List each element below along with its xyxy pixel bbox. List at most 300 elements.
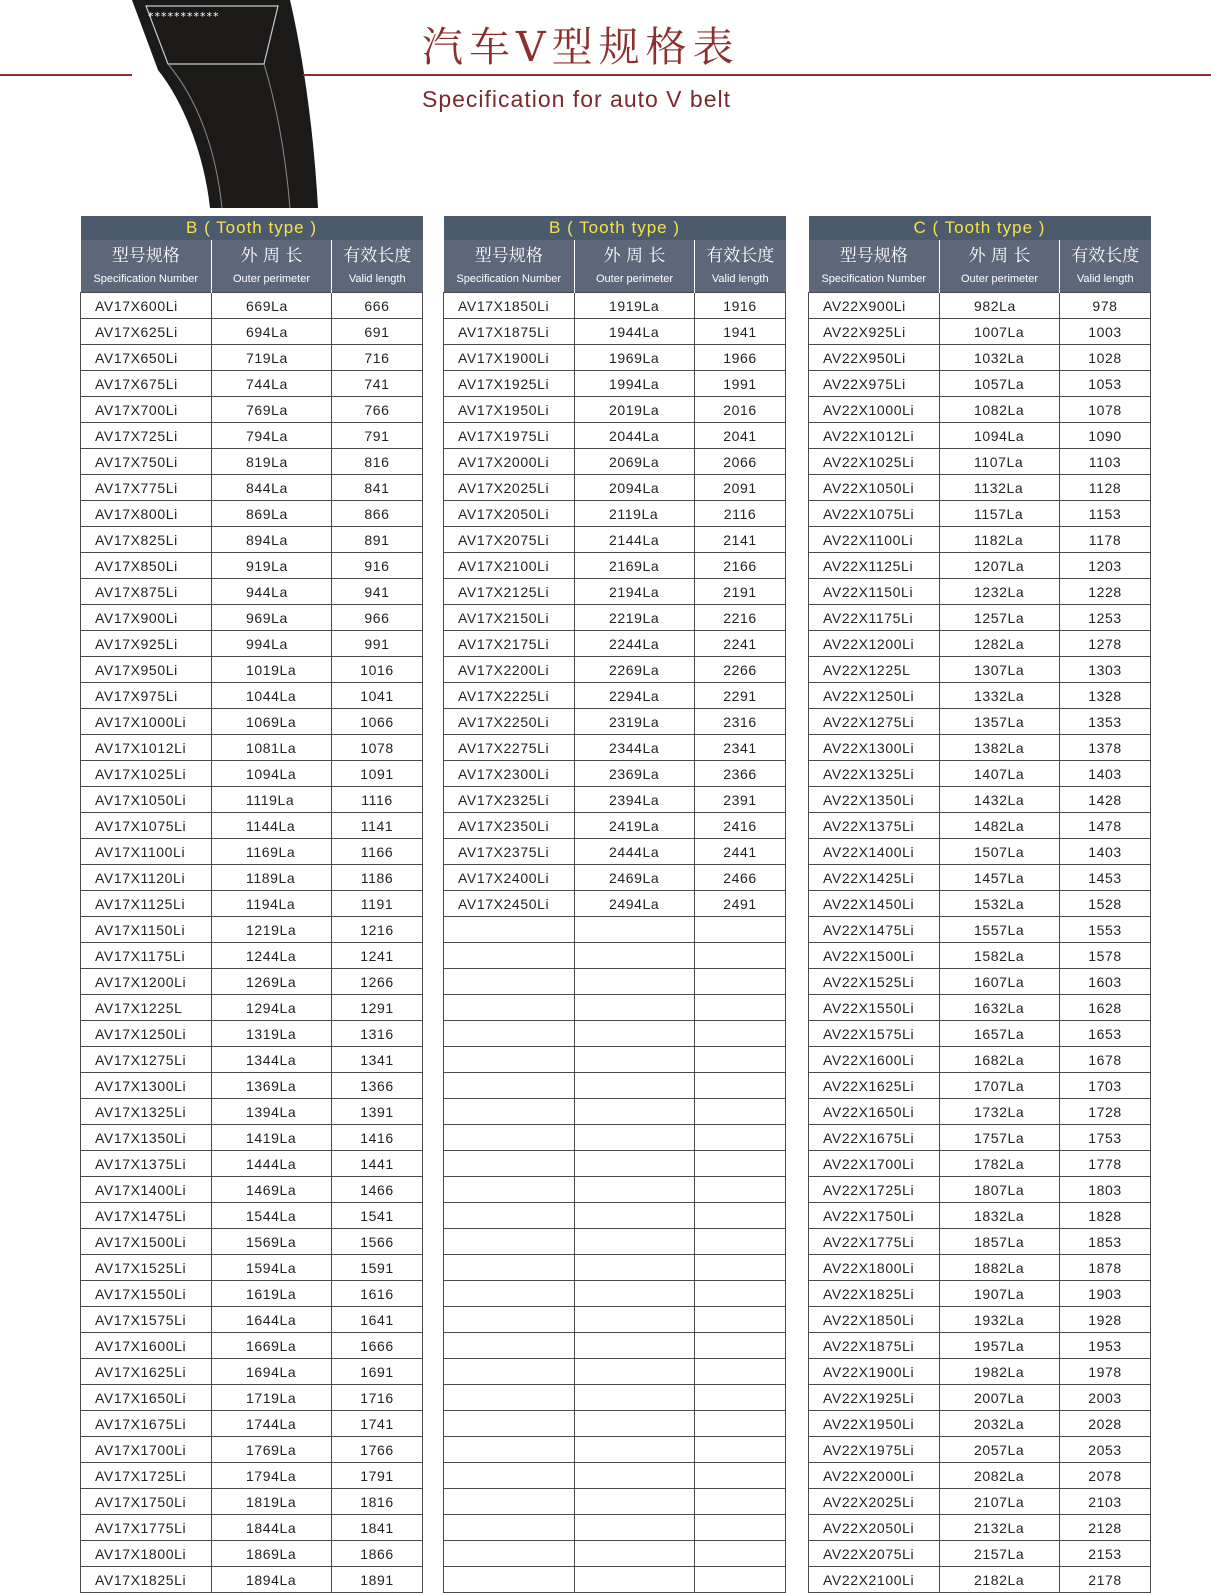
- table-row: [81, 1047, 423, 1073]
- spec-number-cell: AV17X1250Li: [81, 1021, 212, 1047]
- valid-length-cell: [695, 1333, 786, 1359]
- table-row: [809, 1411, 1151, 1437]
- valid-length-cell: 1728: [1060, 1099, 1151, 1125]
- spec-number-cell: [444, 1307, 575, 1333]
- valid-length-cell: 2166: [695, 553, 786, 579]
- valid-length-cell: 1403: [1060, 761, 1151, 787]
- valid-length-cell: [695, 969, 786, 995]
- table-row: [444, 865, 786, 891]
- spec-number-cell: AV22X1700Li: [809, 1151, 940, 1177]
- valid-length-cell: 1091: [332, 761, 423, 787]
- spec-number-cell: [444, 1567, 575, 1593]
- spec-number-cell: AV17X1775Li: [81, 1515, 212, 1541]
- table-row: [809, 917, 1151, 943]
- outer-perimeter-cell: 2119La: [575, 501, 695, 527]
- col-header-valid-cn: 有效长度: [1060, 240, 1151, 266]
- spec-number-cell: [444, 995, 575, 1021]
- outer-perimeter-cell: 2069La: [575, 449, 695, 475]
- valid-length-cell: 1903: [1060, 1281, 1151, 1307]
- valid-length-cell: 2041: [695, 423, 786, 449]
- valid-length-cell: 2016: [695, 397, 786, 423]
- valid-length-cell: 1090: [1060, 423, 1151, 449]
- outer-perimeter-cell: 1857La: [940, 1229, 1060, 1255]
- table-row: [444, 1411, 786, 1437]
- spec-number-cell: [444, 1385, 575, 1411]
- spec-number-cell: AV22X1075Li: [809, 501, 940, 527]
- spec-number-cell: AV17X1725Li: [81, 1463, 212, 1489]
- outer-perimeter-cell: 769La: [212, 397, 332, 423]
- table-row: [81, 735, 423, 761]
- valid-length-cell: 816: [332, 449, 423, 475]
- valid-length-cell: 866: [332, 501, 423, 527]
- table-row: [81, 1463, 423, 1489]
- outer-perimeter-cell: [575, 1411, 695, 1437]
- valid-length-cell: 1803: [1060, 1177, 1151, 1203]
- outer-perimeter-cell: [575, 1281, 695, 1307]
- valid-length-cell: 1653: [1060, 1021, 1151, 1047]
- table-row: [81, 371, 423, 397]
- spec-number-cell: AV22X975Li: [809, 371, 940, 397]
- table-row: [81, 1229, 423, 1255]
- spec-number-cell: AV17X1050Li: [81, 787, 212, 813]
- spec-number-cell: AV17X1900Li: [444, 345, 575, 371]
- table-row: [81, 1359, 423, 1385]
- table-row: [809, 1307, 1151, 1333]
- valid-length-cell: 1391: [332, 1099, 423, 1125]
- outer-perimeter-cell: [575, 995, 695, 1021]
- valid-length-cell: 1366: [332, 1073, 423, 1099]
- v-belt-illustration: [128, 0, 323, 210]
- table-row: [81, 553, 423, 579]
- table-row: [444, 397, 786, 423]
- outer-perimeter-cell: 1307La: [940, 657, 1060, 683]
- outer-perimeter-cell: [575, 1125, 695, 1151]
- valid-length-cell: 2053: [1060, 1437, 1151, 1463]
- spec-number-cell: [444, 1541, 575, 1567]
- valid-length-cell: 1603: [1060, 969, 1151, 995]
- outer-perimeter-cell: 719La: [212, 345, 332, 371]
- spec-number-cell: AV22X2100Li: [809, 1567, 940, 1593]
- table-row: [444, 527, 786, 553]
- spec-number-cell: AV22X1000Li: [809, 397, 940, 423]
- spec-number-cell: AV22X1425Li: [809, 865, 940, 891]
- col-header-valid-en: Valid length: [695, 266, 786, 293]
- outer-perimeter-cell: 1969La: [575, 345, 695, 371]
- valid-length-cell: 1991: [695, 371, 786, 397]
- outer-perimeter-cell: 1044La: [212, 683, 332, 709]
- table-row: [809, 839, 1151, 865]
- valid-length-cell: [695, 1359, 786, 1385]
- valid-length-cell: 691: [332, 319, 423, 345]
- outer-perimeter-cell: 1894La: [212, 1567, 332, 1593]
- valid-length-cell: 1641: [332, 1307, 423, 1333]
- spec-number-cell: AV17X1325Li: [81, 1099, 212, 1125]
- valid-length-cell: 1291: [332, 995, 423, 1021]
- outer-perimeter-cell: 1907La: [940, 1281, 1060, 1307]
- table-row: [444, 1489, 786, 1515]
- valid-length-cell: 1766: [332, 1437, 423, 1463]
- table-row: [444, 1385, 786, 1411]
- valid-length-cell: 666: [332, 293, 423, 319]
- spec-number-cell: AV22X1650Li: [809, 1099, 940, 1125]
- table-row: [81, 1099, 423, 1125]
- outer-perimeter-cell: [575, 1515, 695, 1541]
- spec-number-cell: AV17X1350Li: [81, 1125, 212, 1151]
- table-row: [444, 1099, 786, 1125]
- valid-length-cell: 1103: [1060, 449, 1151, 475]
- table-row: [444, 839, 786, 865]
- outer-perimeter-cell: 1632La: [940, 995, 1060, 1021]
- table-row: [81, 1385, 423, 1411]
- table-row: [81, 1567, 423, 1593]
- outer-perimeter-cell: 969La: [212, 605, 332, 631]
- valid-length-cell: 1628: [1060, 995, 1151, 1021]
- table-row: [809, 631, 1151, 657]
- table-row: [444, 1021, 786, 1047]
- spec-number-cell: AV17X1375Li: [81, 1151, 212, 1177]
- table-row: [809, 813, 1151, 839]
- spec-number-cell: AV22X1125Li: [809, 553, 940, 579]
- valid-length-cell: 1853: [1060, 1229, 1151, 1255]
- table-row: [809, 709, 1151, 735]
- spec-number-cell: AV17X2125Li: [444, 579, 575, 605]
- valid-length-cell: 1341: [332, 1047, 423, 1073]
- outer-perimeter-cell: 1432La: [940, 787, 1060, 813]
- table-row: [444, 371, 786, 397]
- outer-perimeter-cell: 1832La: [940, 1203, 1060, 1229]
- table-row: [809, 605, 1151, 631]
- outer-perimeter-cell: [575, 969, 695, 995]
- spec-number-cell: [444, 1437, 575, 1463]
- spec-number-cell: AV17X1675Li: [81, 1411, 212, 1437]
- spec-number-cell: AV17X1800Li: [81, 1541, 212, 1567]
- outer-perimeter-cell: 2344La: [575, 735, 695, 761]
- table-row: [444, 501, 786, 527]
- outer-perimeter-cell: 1807La: [940, 1177, 1060, 1203]
- table-row: [809, 449, 1151, 475]
- col-header-spec-cn: 型号规格: [81, 240, 212, 266]
- table-row: [444, 1567, 786, 1593]
- spec-number-cell: AV22X1525Li: [809, 969, 940, 995]
- valid-length-cell: 2028: [1060, 1411, 1151, 1437]
- valid-length-cell: 2391: [695, 787, 786, 813]
- valid-length-cell: 1253: [1060, 605, 1151, 631]
- outer-perimeter-cell: 2394La: [575, 787, 695, 813]
- outer-perimeter-cell: 1119La: [212, 787, 332, 813]
- table-row: [444, 1463, 786, 1489]
- table-row: [81, 1307, 423, 1333]
- valid-length-cell: 2078: [1060, 1463, 1151, 1489]
- spec-number-cell: AV17X1225L: [81, 995, 212, 1021]
- spec-number-cell: AV17X1950Li: [444, 397, 575, 423]
- spec-number-cell: AV17X650Li: [81, 345, 212, 371]
- outer-perimeter-cell: 1594La: [212, 1255, 332, 1281]
- valid-length-cell: 1941: [695, 319, 786, 345]
- spec-number-cell: [444, 1463, 575, 1489]
- outer-perimeter-cell: 2369La: [575, 761, 695, 787]
- outer-perimeter-cell: 1644La: [212, 1307, 332, 1333]
- outer-perimeter-cell: 2044La: [575, 423, 695, 449]
- outer-perimeter-cell: 2019La: [575, 397, 695, 423]
- table-row: [809, 371, 1151, 397]
- spec-number-cell: AV17X2100Li: [444, 553, 575, 579]
- outer-perimeter-cell: 1732La: [940, 1099, 1060, 1125]
- valid-length-cell: 1428: [1060, 787, 1151, 813]
- spec-number-cell: AV17X1500Li: [81, 1229, 212, 1255]
- valid-length-cell: 978: [1060, 293, 1151, 319]
- outer-perimeter-cell: 1557La: [940, 917, 1060, 943]
- spec-number-cell: AV17X1120Li: [81, 865, 212, 891]
- outer-perimeter-cell: 1919La: [575, 293, 695, 319]
- valid-length-cell: 1716: [332, 1385, 423, 1411]
- table-row: [444, 1151, 786, 1177]
- outer-perimeter-cell: 1757La: [940, 1125, 1060, 1151]
- valid-length-cell: 1278: [1060, 631, 1151, 657]
- spec-number-cell: AV22X1675Li: [809, 1125, 940, 1151]
- spec-number-cell: AV17X2050Li: [444, 501, 575, 527]
- outer-perimeter-cell: [575, 1463, 695, 1489]
- valid-length-cell: 1741: [332, 1411, 423, 1437]
- valid-length-cell: 1916: [695, 293, 786, 319]
- table-row: [444, 1333, 786, 1359]
- outer-perimeter-cell: 1507La: [940, 839, 1060, 865]
- outer-perimeter-cell: 2469La: [575, 865, 695, 891]
- outer-perimeter-cell: [575, 1307, 695, 1333]
- outer-perimeter-cell: 1082La: [940, 397, 1060, 423]
- spec-number-cell: AV17X975Li: [81, 683, 212, 709]
- table-row: [809, 1229, 1151, 1255]
- valid-length-cell: 716: [332, 345, 423, 371]
- spec-number-cell: AV17X2375Li: [444, 839, 575, 865]
- spec-number-cell: AV22X1875Li: [809, 1333, 940, 1359]
- valid-length-cell: [695, 917, 786, 943]
- outer-perimeter-cell: 1057La: [940, 371, 1060, 397]
- spec-number-cell: AV17X2000Li: [444, 449, 575, 475]
- valid-length-cell: 1616: [332, 1281, 423, 1307]
- valid-length-cell: 1328: [1060, 683, 1151, 709]
- spec-number-cell: [444, 1073, 575, 1099]
- valid-length-cell: [695, 1177, 786, 1203]
- table-row: [809, 787, 1151, 813]
- valid-length-cell: [695, 1567, 786, 1593]
- table-row: [809, 1437, 1151, 1463]
- spec-number-cell: AV17X2300Li: [444, 761, 575, 787]
- outer-perimeter-cell: 1669La: [212, 1333, 332, 1359]
- outer-perimeter-cell: 1144La: [212, 813, 332, 839]
- spec-number-cell: AV17X775Li: [81, 475, 212, 501]
- spec-number-cell: [444, 1255, 575, 1281]
- outer-perimeter-cell: [575, 1567, 695, 1593]
- table-row: [809, 579, 1151, 605]
- outer-perimeter-cell: 1657La: [940, 1021, 1060, 1047]
- table-row: [444, 1229, 786, 1255]
- valid-length-cell: 2141: [695, 527, 786, 553]
- spec-number-cell: AV17X1550Li: [81, 1281, 212, 1307]
- spec-number-cell: AV17X675Li: [81, 371, 212, 397]
- col-header-valid-en: Valid length: [1060, 266, 1151, 293]
- spec-number-cell: AV17X1300Li: [81, 1073, 212, 1099]
- outer-perimeter-cell: 1232La: [940, 579, 1060, 605]
- valid-length-cell: 1003: [1060, 319, 1151, 345]
- spec-number-cell: AV17X750Li: [81, 449, 212, 475]
- spec-number-cell: AV22X1325Li: [809, 761, 940, 787]
- table-row: [809, 1385, 1151, 1411]
- outer-perimeter-cell: 2244La: [575, 631, 695, 657]
- spec-table-b-2: [443, 216, 786, 1593]
- outer-perimeter-cell: 1844La: [212, 1515, 332, 1541]
- valid-length-cell: 2466: [695, 865, 786, 891]
- table-row: [81, 579, 423, 605]
- outer-perimeter-cell: [575, 1385, 695, 1411]
- spec-number-cell: AV17X2025Li: [444, 475, 575, 501]
- valid-length-cell: 2416: [695, 813, 786, 839]
- outer-perimeter-cell: 2194La: [575, 579, 695, 605]
- outer-perimeter-cell: 1132La: [940, 475, 1060, 501]
- outer-perimeter-cell: 1719La: [212, 1385, 332, 1411]
- spec-number-cell: AV17X2450Li: [444, 891, 575, 917]
- table-row: [444, 1177, 786, 1203]
- outer-perimeter-cell: 2032La: [940, 1411, 1060, 1437]
- spec-number-cell: AV17X1575Li: [81, 1307, 212, 1333]
- table-row: [81, 1021, 423, 1047]
- table-row: [81, 1333, 423, 1359]
- spec-number-cell: AV17X1125Li: [81, 891, 212, 917]
- outer-perimeter-cell: 1182La: [940, 527, 1060, 553]
- spec-number-cell: AV22X1900Li: [809, 1359, 940, 1385]
- valid-length-cell: [695, 1541, 786, 1567]
- spec-number-cell: AV17X2275Li: [444, 735, 575, 761]
- outer-perimeter-cell: 1932La: [940, 1307, 1060, 1333]
- table-row: [444, 709, 786, 735]
- spec-number-cell: AV17X1850Li: [444, 293, 575, 319]
- spec-number-cell: AV17X825Li: [81, 527, 212, 553]
- page-title-chinese: 汽车V型规格表: [422, 23, 740, 71]
- table-row: [444, 553, 786, 579]
- table-row: [81, 1151, 423, 1177]
- valid-length-cell: 941: [332, 579, 423, 605]
- table-row: [81, 813, 423, 839]
- table-row: [809, 1281, 1151, 1307]
- valid-length-cell: 1166: [332, 839, 423, 865]
- table-row: [444, 1281, 786, 1307]
- valid-length-cell: 1153: [1060, 501, 1151, 527]
- outer-perimeter-cell: 1419La: [212, 1125, 332, 1151]
- outer-perimeter-cell: 2144La: [575, 527, 695, 553]
- valid-length-cell: [695, 1411, 786, 1437]
- valid-length-cell: 1666: [332, 1333, 423, 1359]
- outer-perimeter-cell: 894La: [212, 527, 332, 553]
- table-row: [444, 631, 786, 657]
- valid-length-cell: [695, 1229, 786, 1255]
- table-row: [809, 1333, 1151, 1359]
- table-row: [809, 501, 1151, 527]
- spec-number-cell: AV22X2025Li: [809, 1489, 940, 1515]
- outer-perimeter-cell: 1944La: [575, 319, 695, 345]
- spec-number-cell: [444, 1047, 575, 1073]
- table-row: [81, 1515, 423, 1541]
- spec-number-cell: AV17X1700Li: [81, 1437, 212, 1463]
- valid-length-cell: 1753: [1060, 1125, 1151, 1151]
- col-header-valid-en: Valid length: [332, 266, 423, 293]
- table-row: [81, 969, 423, 995]
- spec-number-cell: AV22X1475Li: [809, 917, 940, 943]
- table-row: [809, 1099, 1151, 1125]
- table-row: [81, 683, 423, 709]
- table-row: [81, 605, 423, 631]
- table-row: [809, 1151, 1151, 1177]
- valid-length-cell: 1978: [1060, 1359, 1151, 1385]
- table-row: [444, 1125, 786, 1151]
- table-row: [444, 1255, 786, 1281]
- outer-perimeter-cell: 1269La: [212, 969, 332, 995]
- table-row: [81, 1073, 423, 1099]
- table-row: [809, 553, 1151, 579]
- table-row: [809, 293, 1151, 319]
- table-row: [81, 839, 423, 865]
- table-row: [809, 345, 1151, 371]
- spec-number-cell: AV17X700Li: [81, 397, 212, 423]
- outer-perimeter-cell: [575, 1255, 695, 1281]
- spec-number-cell: AV17X625Li: [81, 319, 212, 345]
- valid-length-cell: 2341: [695, 735, 786, 761]
- outer-perimeter-cell: 1244La: [212, 943, 332, 969]
- valid-length-cell: 2091: [695, 475, 786, 501]
- valid-length-cell: 1453: [1060, 865, 1151, 891]
- table-row: [809, 1463, 1151, 1489]
- outer-perimeter-cell: 1382La: [940, 735, 1060, 761]
- table-row: [444, 605, 786, 631]
- outer-perimeter-cell: 1219La: [212, 917, 332, 943]
- table-row: [444, 943, 786, 969]
- outer-perimeter-cell: 1707La: [940, 1073, 1060, 1099]
- outer-perimeter-cell: 869La: [212, 501, 332, 527]
- outer-perimeter-cell: 669La: [212, 293, 332, 319]
- outer-perimeter-cell: 1694La: [212, 1359, 332, 1385]
- spec-number-cell: AV17X1925Li: [444, 371, 575, 397]
- table-row: [809, 1125, 1151, 1151]
- outer-perimeter-cell: 2157La: [940, 1541, 1060, 1567]
- valid-length-cell: [695, 1515, 786, 1541]
- outer-perimeter-cell: 1782La: [940, 1151, 1060, 1177]
- spec-number-cell: AV22X900Li: [809, 293, 940, 319]
- valid-length-cell: [695, 1151, 786, 1177]
- spec-number-cell: AV17X1475Li: [81, 1203, 212, 1229]
- col-header-spec-cn: 型号规格: [809, 240, 940, 266]
- table-row: [81, 527, 423, 553]
- outer-perimeter-cell: [575, 1437, 695, 1463]
- table-row: [81, 1437, 423, 1463]
- valid-length-cell: 2216: [695, 605, 786, 631]
- outer-perimeter-cell: 1319La: [212, 1021, 332, 1047]
- valid-length-cell: 1141: [332, 813, 423, 839]
- table-row: [444, 761, 786, 787]
- table-row: [81, 397, 423, 423]
- table-row: [81, 657, 423, 683]
- outer-perimeter-cell: 1457La: [940, 865, 1060, 891]
- outer-perimeter-cell: 1357La: [940, 709, 1060, 735]
- table-row: [444, 475, 786, 501]
- spec-number-cell: [444, 943, 575, 969]
- outer-perimeter-cell: 1094La: [212, 761, 332, 787]
- table-row: [444, 1047, 786, 1073]
- spec-number-cell: AV22X1275Li: [809, 709, 940, 735]
- spec-number-cell: AV22X1825Li: [809, 1281, 940, 1307]
- spec-number-cell: AV17X1200Li: [81, 969, 212, 995]
- spec-number-cell: AV22X1600Li: [809, 1047, 940, 1073]
- valid-length-cell: 2153: [1060, 1541, 1151, 1567]
- spec-number-cell: AV17X875Li: [81, 579, 212, 605]
- valid-length-cell: 1228: [1060, 579, 1151, 605]
